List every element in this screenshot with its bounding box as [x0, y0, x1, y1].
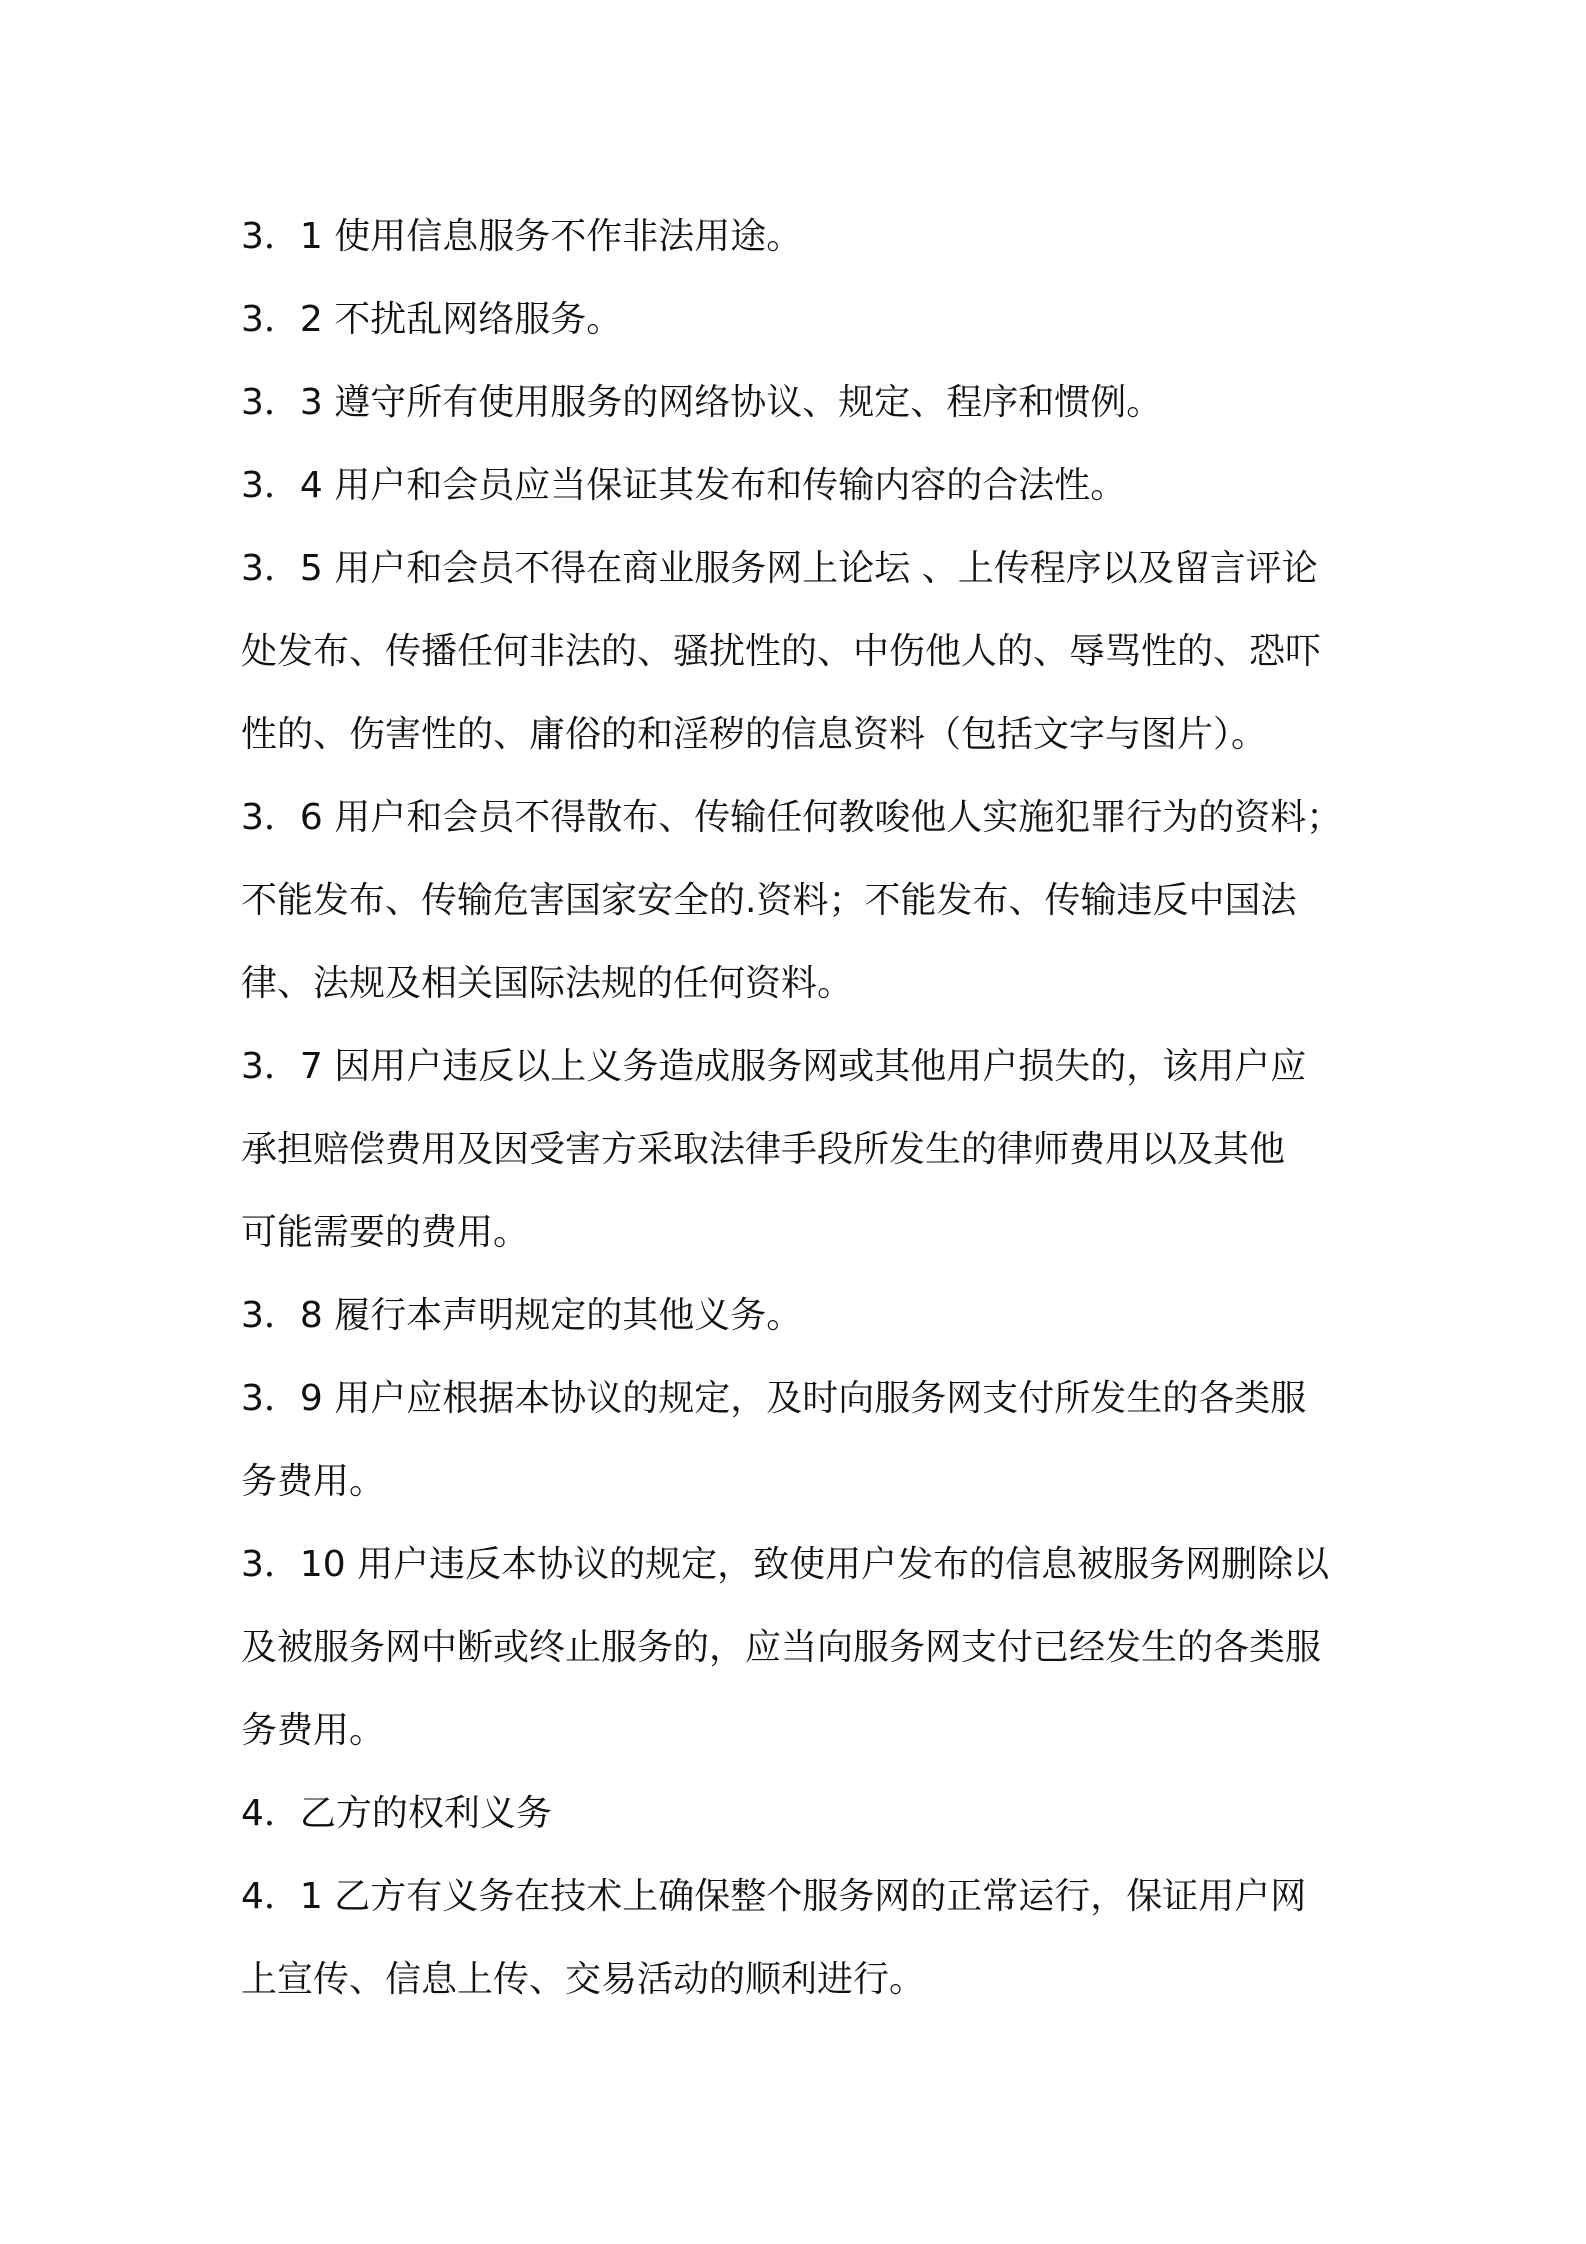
- clause-3-6-line-2: 不能发布、传输危害国家安全的.资料；不能发布、传输违反中国法: [241, 880, 1297, 921]
- clause-3-8: 3．8 履行本声明规定的其他义务。: [241, 1295, 803, 1336]
- clause-3-3: 3．3 遵守所有使用服务的网络协议、规定、程序和惯例。: [241, 382, 1163, 423]
- clause-3-2: 3．2 不扰乱网络服务。: [241, 299, 623, 340]
- clause-3-5-line-2: 处发布、传播任何非法的、骚扰性的、中伤他人的、辱骂性的、恐吓: [241, 631, 1322, 672]
- clause-3-5-line-1: 3．5 用户和会员不得在商业服务网上论坛 、上传程序以及留言评论: [241, 548, 1318, 589]
- clause-3-4: 3．4 用户和会员应当保证其发布和传输内容的合法性。: [241, 465, 1127, 506]
- clause-3-6-line-1: 3．6 用户和会员不得散布、传输任何教唆他人实施犯罪行为的资料；: [241, 797, 1343, 838]
- clause-3-7-line-1: 3．7 因用户违反以上义务造成服务网或其他用户损失的，该用户应: [241, 1046, 1307, 1087]
- clause-3-6-line-3: 律、法规及相关国际法规的任何资料。: [241, 963, 854, 1004]
- clause-4-1-line-2: 上宣传、信息上传、交易活动的顺利进行。: [241, 1959, 926, 2000]
- clause-4-1-line-1: 4．1 乙方有义务在技术上确保整个服务网的正常运行，保证用户网: [241, 1876, 1307, 1917]
- document-body: [241, 195, 1361, 2021]
- clause-3-7-line-2: 承担赔偿费用及因受害方采取法律手段所发生的律师费用以及其他: [241, 1129, 1286, 1170]
- clause-3-1: 3．1 使用信息服务不作非法用途。: [241, 216, 803, 257]
- section-4-heading: 4．乙方的权利义务: [241, 1793, 552, 1834]
- clause-3-5-line-3: 性的、伤害性的、庸俗的和淫秽的信息资料（包括文字与图片）。: [241, 714, 1268, 755]
- clause-3-10-line-1: 3．10 用户违反本协议的规定，致使用户发布的信息被服务网删除以: [241, 1544, 1330, 1585]
- clause-3-10-line-3: 务费用。: [241, 1710, 386, 1751]
- clause-3-9-line-1: 3．9 用户应根据本协议的规定，及时向服务网支付所发生的各类服: [241, 1378, 1307, 1419]
- clause-3-7-line-3: 可能需要的费用。: [241, 1212, 530, 1253]
- clause-3-9-line-2: 务费用。: [241, 1461, 386, 1502]
- clause-3-10-line-2: 及被服务网中断或终止服务的，应当向服务网支付已经发生的各类服: [241, 1627, 1322, 1668]
